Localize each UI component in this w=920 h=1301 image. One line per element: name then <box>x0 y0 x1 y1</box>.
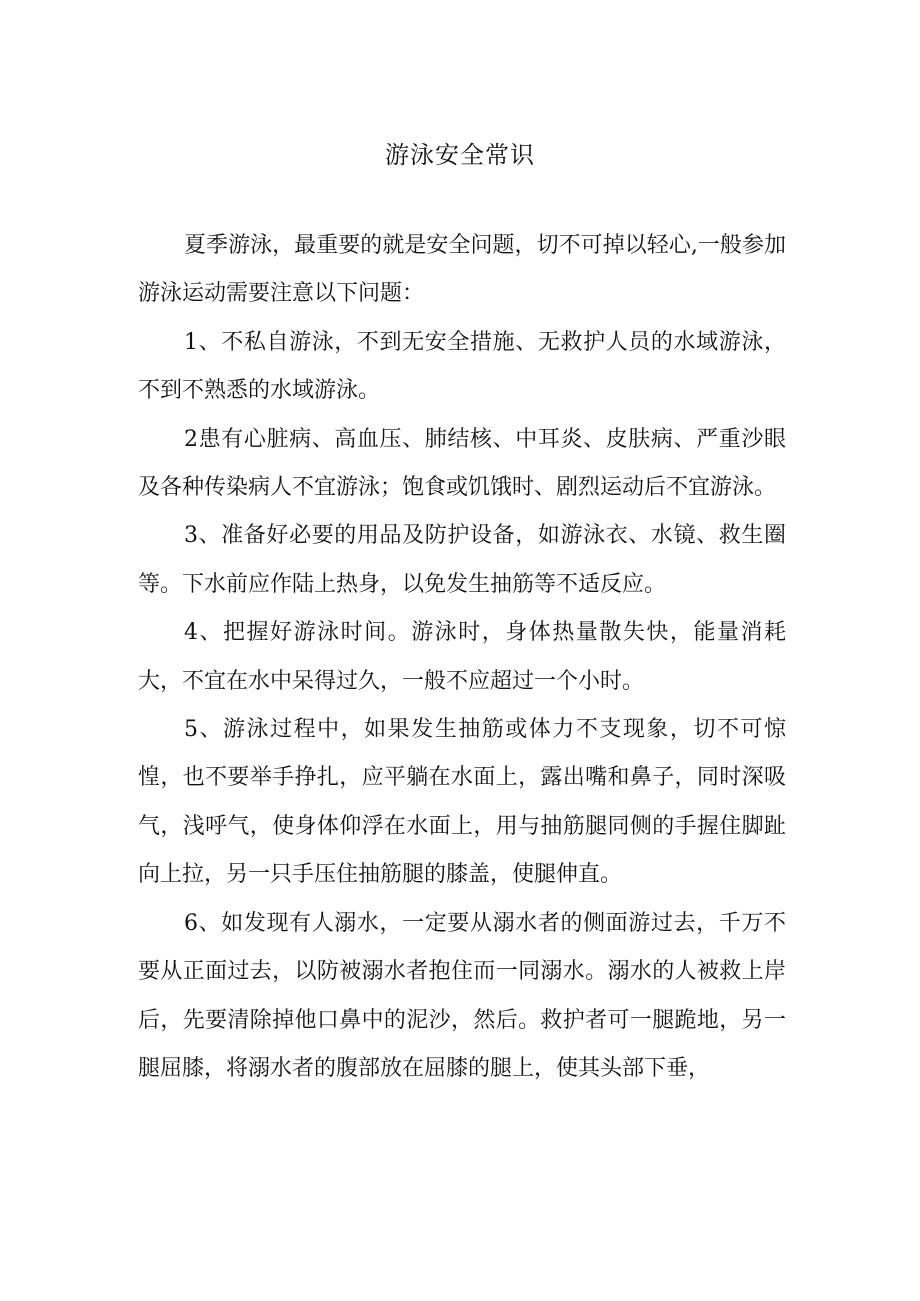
document-title: 游泳安全常识 <box>385 141 535 169</box>
rule-5-paragraph: 5、游泳过程中，如果发生抽筋或体力不支现象，切不可惊惶，也不要举手挣扎，应平躺在水面上，露出嘴和鼻子，同时深吸气，浅呼气，使身体仰浮在水面上，用与抽筋腿同侧的手握住脚趾向上拉，另一只手压住抽筋腿的膝盖，使腿伸直。 <box>138 717 786 888</box>
document-body <box>138 222 786 1093</box>
rule-6-paragraph: 6、如发现有人溺水，一定要从溺水者的侧面游过去，千万不要从正面过去，以防被溺水者抱住而一同溺水。溺水的人被救上岸后，先要清除掉他口鼻中的泥沙，然后。救护者可一腿跪地，另一腿屈膝，将溺水者的腹部放在屈膝的腿上，使其头部下垂， <box>138 910 786 1081</box>
rule-4-paragraph: 4、把握好游泳时间。游泳时，身体热量散失快，能量消耗大，不宜在水中呆得过久，一般不应超过一个小时。 <box>138 620 786 694</box>
rule-2-paragraph: 2患有心脏病、高血压、肺结核、中耳炎、皮肤病、严重沙眼及各种传染病人不宜游泳；饱食或饥饿时、剧烈运动后不宜游泳。 <box>138 426 786 501</box>
rule-3-paragraph: 3、准备好必要的用品及防护设备，如游泳衣、水镜、救生圈等。下水前应作陆上热身，以免发生抽筋等不适反应。 <box>138 523 786 597</box>
intro-paragraph: 夏季游泳，最重要的就是安全问题，切不可掉以轻心,一般参加游泳运动需要注意以下问题： <box>138 233 786 307</box>
rule-1-paragraph: 1、不私自游泳，不到无安全措施、无救护人员的水域游泳，不到不熟悉的水域游泳。 <box>138 329 786 404</box>
